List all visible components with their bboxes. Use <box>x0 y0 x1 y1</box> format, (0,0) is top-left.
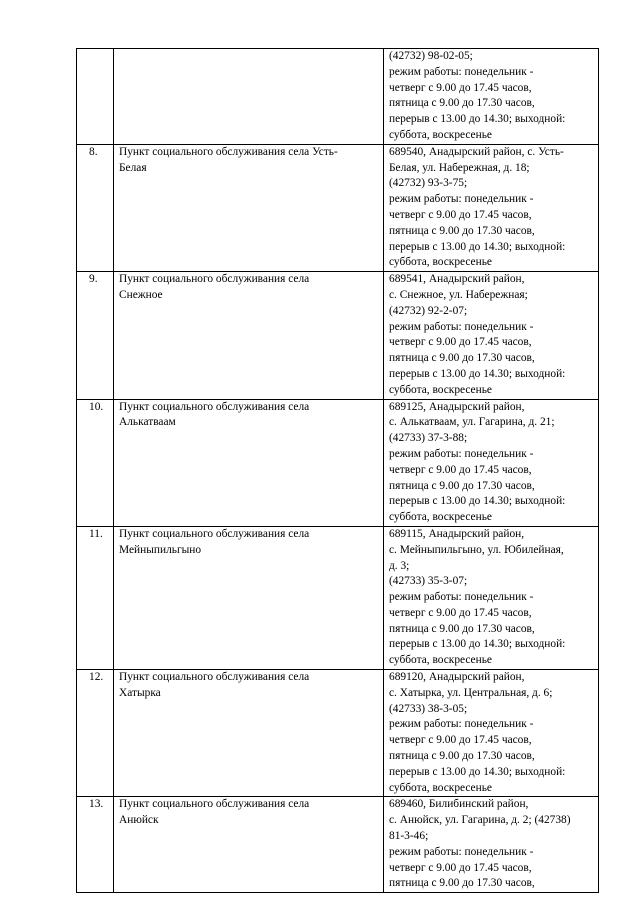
table-row <box>77 144 599 271</box>
table-row <box>77 797 599 893</box>
service-point-name: Пункт социального обслуживания села Мейныпильгыно <box>114 526 384 669</box>
row-number: 12. <box>77 670 114 797</box>
service-points-table <box>76 48 599 893</box>
service-point-address: 689120, Анадырский район, с. Хатырка, ул. Центральная, д. 6; (42733) 38-3-05; режим работы: понедельник - четверг с 9.00 до 17.45 часов, пятница с 9.00 до 17.30 часов, перерыв с 13.00 до 14.30; выходной: суббота, воскресенье <box>384 670 599 797</box>
table-row <box>77 526 599 669</box>
service-point-address: 689460, Билибинский район, с. Анюйск, ул. Гагарина, д. 2; (42738) 81-3-46; режим работы: понедельник - четверг с 9.00 до 17.45 часов, пятница с 9.00 до 17.30 часов, <box>384 797 599 893</box>
service-point-address: 689115, Анадырский район, с. Мейныпильгыно, ул. Юбилейная, д. 3; (42733) 35-3-07; режим работы: понедельник - четверг с 9.00 до 17.45 часов, пятница с 9.00 до 17.30 часов, перерыв с 13.00 до 14.30; выходной: суббота, воскресенье <box>384 526 599 669</box>
table-row <box>77 272 599 399</box>
row-number: 11. <box>77 526 114 669</box>
service-point-address: 689125, Анадырский район, с. Алькатваам, ул. Гагарина, д. 21; (42733) 37-3-88; режим работы: понедельник - четверг с 9.00 до 17.45 часов, пятница с 9.00 до 17.30 часов, перерыв с 13.00 до 14.30; выходной: суббота, воскресенье <box>384 399 599 526</box>
service-point-name: Пункт социального обслуживания села Алькатваам <box>114 399 384 526</box>
service-point-address: 689541, Анадырский район, с. Снежное, ул. Набережная; (42732) 92-2-07; режим работы: понедельник - четверг с 9.00 до 17.45 часов, пятница с 9.00 до 17.30 часов, перерыв с 13.00 до 14.30; выходной: суббота, воскресенье <box>384 272 599 399</box>
row-number: 9. <box>77 272 114 399</box>
service-point-address: (42732) 98-02-05; режим работы: понедельник - четверг с 9.00 до 17.45 часов, пятница с 9.00 до 17.30 часов, перерыв с 13.00 до 14.30; выходной: суббота, воскресенье <box>384 49 599 145</box>
table-row <box>77 399 599 526</box>
service-point-name <box>114 49 384 145</box>
service-point-name: Пункт социального обслуживания села Хатырка <box>114 670 384 797</box>
row-number: 10. <box>77 399 114 526</box>
service-point-address: 689540, Анадырский район, с. Усть- Белая, ул. Набережная, д. 18; (42732) 93-3-75; режим работы: понедельник - четверг с 9.00 до 17.45 часов, пятница с 9.00 до 17.30 часов, перерыв с 13.00 до 14.30; выходной: суббота, воскресенье <box>384 144 599 271</box>
table-row <box>77 49 599 145</box>
row-number: 8. <box>77 144 114 271</box>
service-point-name: Пункт социального обслуживания села Усть- Белая <box>114 144 384 271</box>
service-point-name: Пункт социального обслуживания села Анюйск <box>114 797 384 893</box>
table-row <box>77 670 599 797</box>
row-number: 13. <box>77 797 114 893</box>
row-number <box>77 49 114 145</box>
service-point-name: Пункт социального обслуживания села Снежное <box>114 272 384 399</box>
